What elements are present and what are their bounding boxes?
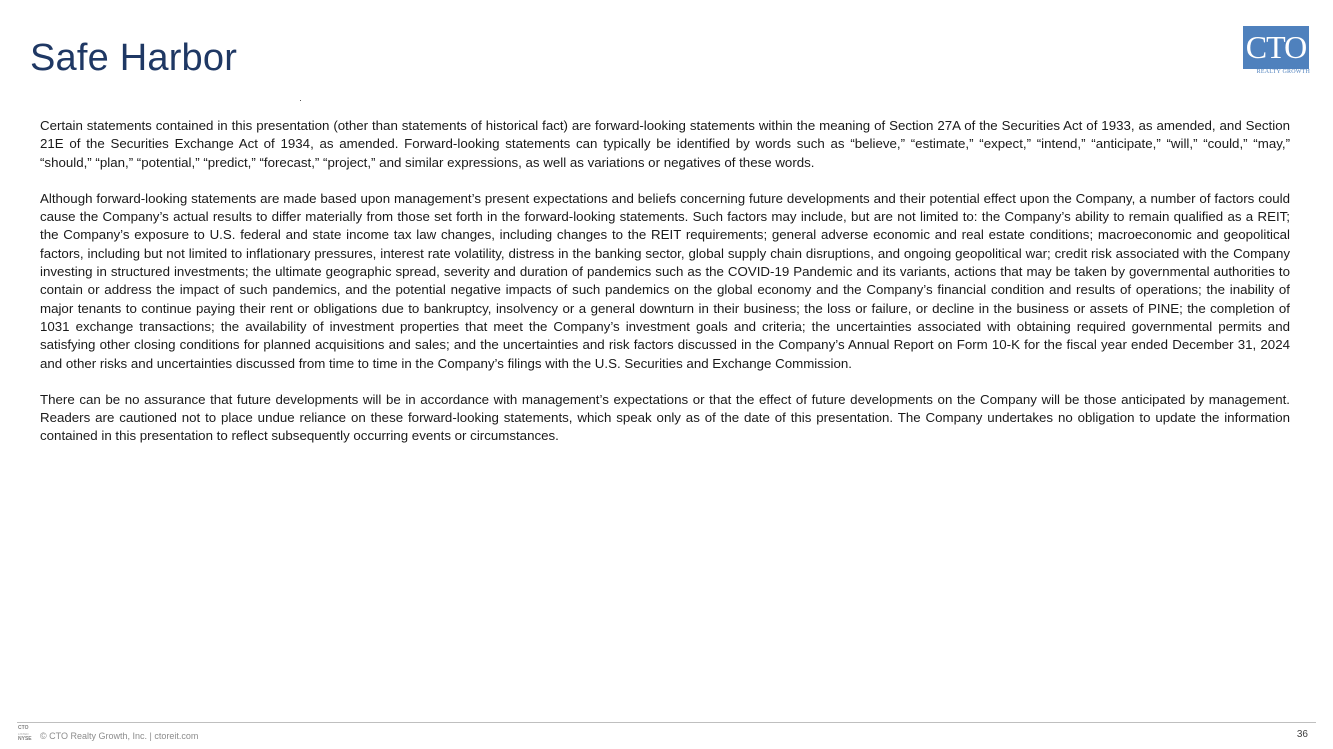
stray-dot [300,100,301,101]
paragraph-risk-factors: Although forward-looking statements are made based upon management’s present expectations and beliefs concerning future developments and their potential effect upon the Company, a number of factors could cause the Company’s actual results to differ materially from those set forth in the forward-looking statements. Such factors may include, but are not limited to: the Company’s ability to remain qualified as a REIT; the Company’s exposure to U.S. federal and state income tax law changes, including changes to the REIT requirements; general adverse economic and real estate conditions; macroeconomic and geopolitical factors, including but not limited to inflationary pressures, interest rate volatility, distress in the banking sector, global supply chain disruptions, and ongoing geopolitical war; credit risk associated with the Company investing in structured investments; the ultimate geographic spread, severity and duration of pandemics such as the COVID-19 Pandemic and its variants, actions that may be taken by governmental authorities to contain or address the impact of such pandemics, and the potential negative impacts of such pandemics on the global economy and the Company’s financial condition and results of operations; the inability of major tenants to continue paying their rent or obligations due to bankruptcy, insolvency or a general downturn in their business; the loss or failure, or decline in the business or assets of PINE; the completion of 1031 exchange transactions; the availability of investment properties that meet the Company’s investment goals and criteria; the uncertainties associated with obtaining required governmental permits and satisfying other closing conditions for planned acquisitions and sales; and the uncertainties and risk factors discussed in the Company’s Annual Report on Form 10-K for the fiscal year ended December 31, 2024 and other risks and uncertainties discussed from time to time in the Company’s filings with the U.S. Securities and Exchange Commission. [40,190,1290,371]
cto-logo [1241,26,1310,76]
logo-tagline: REALTY GROWTH [1256,69,1310,75]
footer-logo-exchange: NYSE [18,736,32,742]
page-number: 36 [1296,729,1308,740]
footer-copyright: © CTO Realty Growth, Inc. | ctoreit.com [40,731,199,741]
footer-logo-tagline: LISTED [18,732,29,736]
page-title: Safe Harbor [30,37,238,79]
logo-mark: CTO [1243,26,1309,69]
paragraph-forward-looking: Certain statements contained in this presentation (other than statements of historical fact) are forward-looking statements within the meaning of Section 27A of the Securities Act of 1933, as amended, and Section 21E of the Securities Exchange Act of 1934, as amended. Forward-looking statements can typically be identified by words such as “believe,” “estimate,” “expect,” “intend,” “anticipate,” “will,” “could,” “may,” “should,” “plan,” “potential,” “predict,” “forecast,” “project,” and similar expressions, as well as variations or negatives of these words. [40,118,1290,170]
footer-logo-mark: CTO [18,725,29,731]
footer-divider [17,722,1316,723]
footer-logo [18,725,36,747]
safe-harbor-body [40,117,1290,464]
paragraph-no-assurance: There can be no assurance that future developments will be in accordance with management’s expectations or that the effect of future developments on the Company will be those anticipated by management. Readers are cautioned not to place undue reliance on these forward-looking statements, which speak only as of the date of this presentation. The Company undertakes no obligation to update the information contained in this presentation to reflect subsequently occurring events or circumstances. [40,391,1290,444]
